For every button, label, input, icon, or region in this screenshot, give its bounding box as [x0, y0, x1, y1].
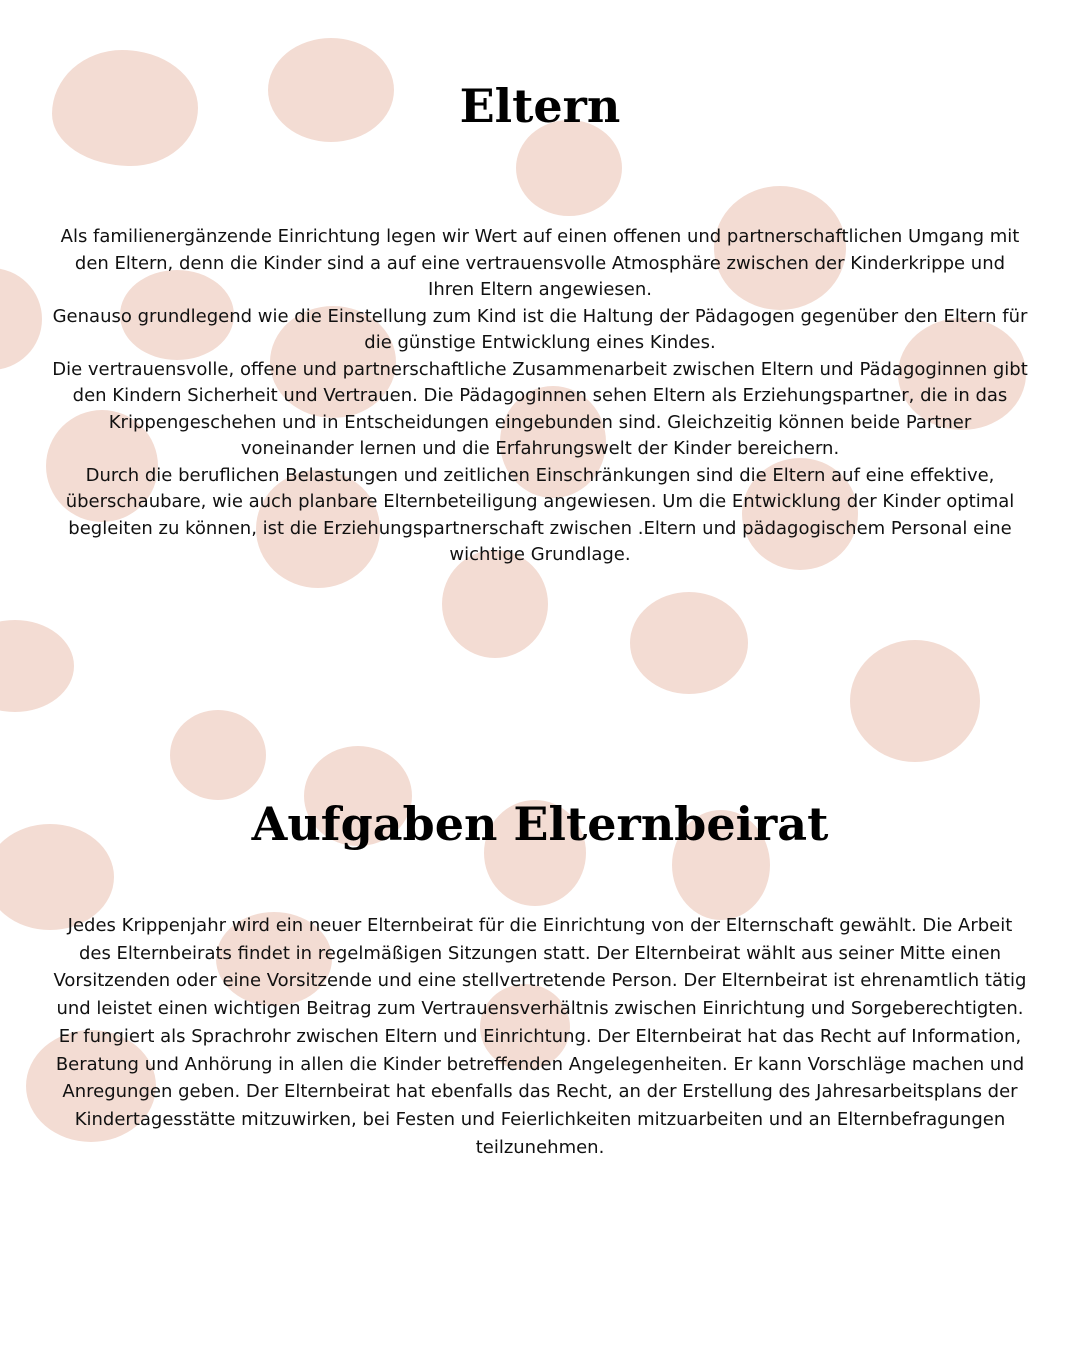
elternbeirat-body [52, 912, 1028, 1161]
eltern-paragraph: Durch die beruflichen Belastungen und zeitlichen Einschränkungen sind die Eltern auf eine effektive, überschaubare, wie auch planbare Elternbeteiligung angewiesen. Um die Entwicklung der Kinder optimal begleiten zu können, ist die Erziehungspartnerschaft zwischen .Eltern und pädagogischem Personal eine wichtige Grundlage. [65, 464, 1015, 565]
decorative-dot [0, 268, 42, 370]
decorative-dot [850, 640, 980, 762]
eltern-body [52, 224, 1028, 569]
decorative-dot [0, 620, 74, 712]
eltern-paragraph: Genauso grundlegend wie die Einstellung zum Kind ist die Haltung der Pädagogen gegenüber den Eltern für die günstige Entwicklung eines Kindes. [52, 305, 1028, 353]
section-title-elternbeirat: Aufgaben Elternbeirat [251, 797, 829, 851]
decorative-dot [170, 710, 266, 800]
eltern-paragraph: Die vertrauensvolle, offene und partnerschaftliche Zusammenarbeit zwischen Eltern und Pädagoginnen gibt den Kindern Sicherheit und Vertrauen. Die Pädagoginnen sehen Eltern als Erziehungspartner, die in das Krippengeschehen und in Entscheidungen eingebunden sind. Gleichzeitig können beide Partner voneinander lernen und die Erfahrungswelt der Kinder bereichern. [52, 358, 1028, 459]
decorative-dot [630, 592, 748, 694]
eltern-paragraph: Als familienergänzende Einrichtung legen wir Wert auf einen offenen und partnerschaftlichen Umgang mit den Eltern, denn die Kinder sind a auf eine vertrauensvolle Atmosphäre zwischen der Kinderkrippe und Ihren Eltern angewiesen. [60, 226, 1020, 300]
section-title-eltern: Eltern [459, 79, 621, 133]
elternbeirat-paragraph: Jedes Krippenjahr wird ein neuer Elternbeirat für die Einrichtung von der Elternschaft gewählt. Die Arbeit des Elternbeirats findet in regelmäßigen Sitzungen statt. Der Elternbeirat wählt aus seiner Mitte einen Vorsitzenden oder eine Vorsitzende und eine stellvertretende Person. Der Elternbeirat ist ehrenamtlich tätig und leistet einen wichtigen Beitrag zum Vertrauensverhältnis zwischen Einrichtung und Sorgeberechtigten. Er fungiert als Sprachrohr zwischen Eltern und Einrichtung. Der Elternbeirat hat das Recht auf Information, Beratung und Anhörung in allen die Kinder betreffenden Angelegenheiten. Er kann Vorschläge machen und Anregungen geben. Der Elternbeirat hat ebenfalls das Recht, an der Erstellung des Jahresarbeitsplans der Kindertagesstätte mitzuwirken, bei Festen und Feierlichkeiten mitzuarbeiten und an Elternbefragungen teilzunehmen. [53, 915, 1027, 1158]
